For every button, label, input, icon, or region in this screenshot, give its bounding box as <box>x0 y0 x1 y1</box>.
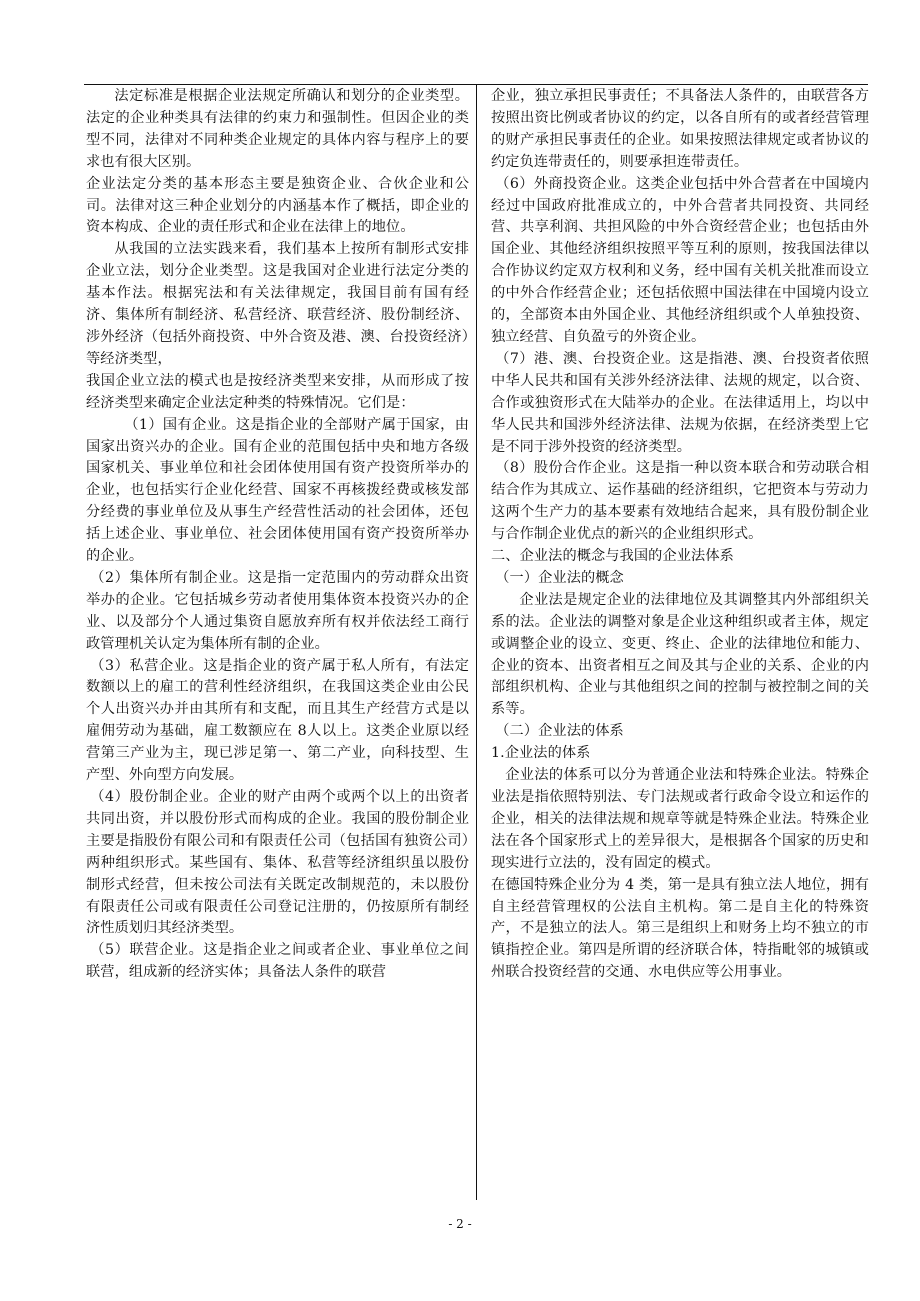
section-heading: 二、企业法的概念与我国的企业法体系 <box>491 548 734 565</box>
left-column <box>86 86 469 984</box>
paragraph: 从我国的立法实践来看，我们基本上按所有制形式安排企业立法，划分企业类型。这是我国对企业进行法定分类的基本作法。根据宪法和有关法律规定，我国目前有国有经济、集体所有制经济、私营经济、联营经济、股份制经济、涉外经济（包括外商投资、中外合资及港、澳、台投资经济）等经济类型， <box>86 241 469 367</box>
paragraph: 企业法是规定企业的法律地位及其调整其内外部组织关系的法。企业法的调整对象是企业这种组织或者主体，规定或调整企业的设立、变更、终止、企业的法律地位和能力、企业的资本、出资者相互之间及其与企业的关系、企业的内部组织机构、企业与其他组织之间的控制与被控制之间的关系等。 <box>491 591 869 718</box>
paragraph: （5）联营企业。这是指企业之间或者企业、事业单位之间联营，组成新的经济实体；具备法人条件的联营 <box>86 942 469 981</box>
paragraph: 企业，独立承担民事责任；不具备法人条件的，由联营各方按照出资比例或者协议的约定，以各自所有的或者经营管理的财产承担民事责任的企业。如果按照法律规定或者协议的约定负连带责任的，则要承担连带责任。 <box>491 88 869 170</box>
subsection-heading: 1.企业法的体系 <box>491 745 591 762</box>
paragraph: 我国企业立法的模式也是按经济类型来安排，从而形成了按经济类型来确定企业法定种类的特殊情况。它们是： <box>86 372 469 411</box>
paragraph: （6）外商投资企业。这类企业包括中外合营者在中国境内经过中国政府批准成立的，中外合营者共同投资、共同经营、共享利润、共担风险的中外合资经营企业；也包括由外国企业、其他经济组织按照平等互利的原则，按我国法律以合作协议约定双方权利和义务，经中国有关机关批准而设立的中外合作经营企业；还包括依照中国法律在中国境内设立的，全部资本由外国企业、其他经济组织或个人单独投资、独立经营、自负盈亏的外资企业。 <box>491 175 869 345</box>
document-page <box>84 84 868 1204</box>
subsection-heading: （二）企业法的体系 <box>495 723 624 740</box>
paragraph: 企业法定分类的基本形态主要是独资企业、合伙企业和公司。法律对这三种企业划分的内涵基本作了概括，即企业的资本构成、企业的责任形式和企业在法律上的地位。 <box>86 175 469 236</box>
paragraph: 在德国特殊企业分为 4 类，第一是具有独立法人地位，拥有自主经营管理权的公法自主机构。第二是自主化的特殊资产，不是独立的法人。第三是组织上和财务上均不独立的市镇指控企业。第四是所谓的经济联合体，特指毗邻的城镇或州联合投资经营的交通、水电供应等公用事业。 <box>491 876 869 981</box>
paragraph: 法定标准是根据企业法规定所确认和划分的企业类型。法定的企业种类具有法律的约束力和强制性。但因企业的类型不同，法律对不同种类企业规定的具体内容与程序上的要求也有很大区别。 <box>86 88 469 170</box>
paragraph: （3）私营企业。这是指企业的资产属于私人所有，有法定数额以上的雇工的营利性经济组织，在我国这类企业由公民个人出资兴办并由其所有和支配，而且其生产经营方式是以雇佣劳动为基础，雇工数额应在 8人以上。这类企业原以经营第三产业为主，现已涉足第一、第二产业，向科技型、生产型、外向型方向发展。 <box>86 657 469 784</box>
paragraph: （2）集体所有制企业。这是指一定范围内的劳动群众出资举办的企业。它包括城乡劳动者使用集体资本投资兴办的企业、以及部分个人通过集资自愿放弃所有权并依法经工商行政管理机关认定为集体所有制的企业。 <box>86 569 469 652</box>
column-divider <box>476 84 477 1200</box>
paragraph: （1）国有企业。这是指企业的全部财产属于国家，由国家出资兴办的企业。国有企业的范围包括中央和地方各级国家机关、事业单位和社会团体使用国有资产投资所举办的企业，也包括实行企业化经营、国家不再核拨经费或核发部分经费的事业单位及从事生产经营性活动的社会团体，还包括上述企业、事业单位、社会团体使用国有资产投资所举办的企业。 <box>86 416 469 565</box>
paragraph: （7）港、澳、台投资企业。这是指港、澳、台投资者依照中华人民共和国有关涉外经济法律、法规的规定，以合资、合作或独资形式在大陆举办的企业。在法律适用上，均以中华人民共和国涉外经济法律、法规为依据，在经济类型上它是不同于涉外投资的经济类型。 <box>491 350 869 455</box>
paragraph: （4）股份制企业。企业的财产由两个或两个以上的出资者共同出资，并以股份形式而构成的企业。我国的股份制企业主要是指股份有限公司和有限责任公司（包括国有独资公司）两种组织形式。某些国有、集体、私营等经济组织虽以股份制形式经营，但未按公司法有关既定改制规范的，未以股份有限责任公司或有限责任公司登记注册的，仍按原所有制经济性质划归其经济类型。 <box>86 789 469 937</box>
page-number: - 2 - <box>448 1217 472 1231</box>
paragraph: （8）股份合作企业。这是指一种以资本联合和劳动联合相结合作为其成立、运作基础的经济组织，它把资本与劳动力这两个生产力的基本要素有效地结合起来，具有股份制企业与合作制企业优点的新兴的企业组织形式。 <box>491 460 869 543</box>
paragraph: 企业法的体系可以分为普通企业法和特殊企业法。特殊企业法是指依照特别法、专门法规或者行政命令设立和运作的企业，相关的法律法规和规章等就是特殊企业法。特殊企业法在各个国家形式上的差异很大，是根据各个国家的历史和现实进行立法的，没有固定的模式。 <box>491 767 869 871</box>
right-column <box>491 86 869 984</box>
subsection-heading: （一）企业法的概念 <box>495 569 624 586</box>
